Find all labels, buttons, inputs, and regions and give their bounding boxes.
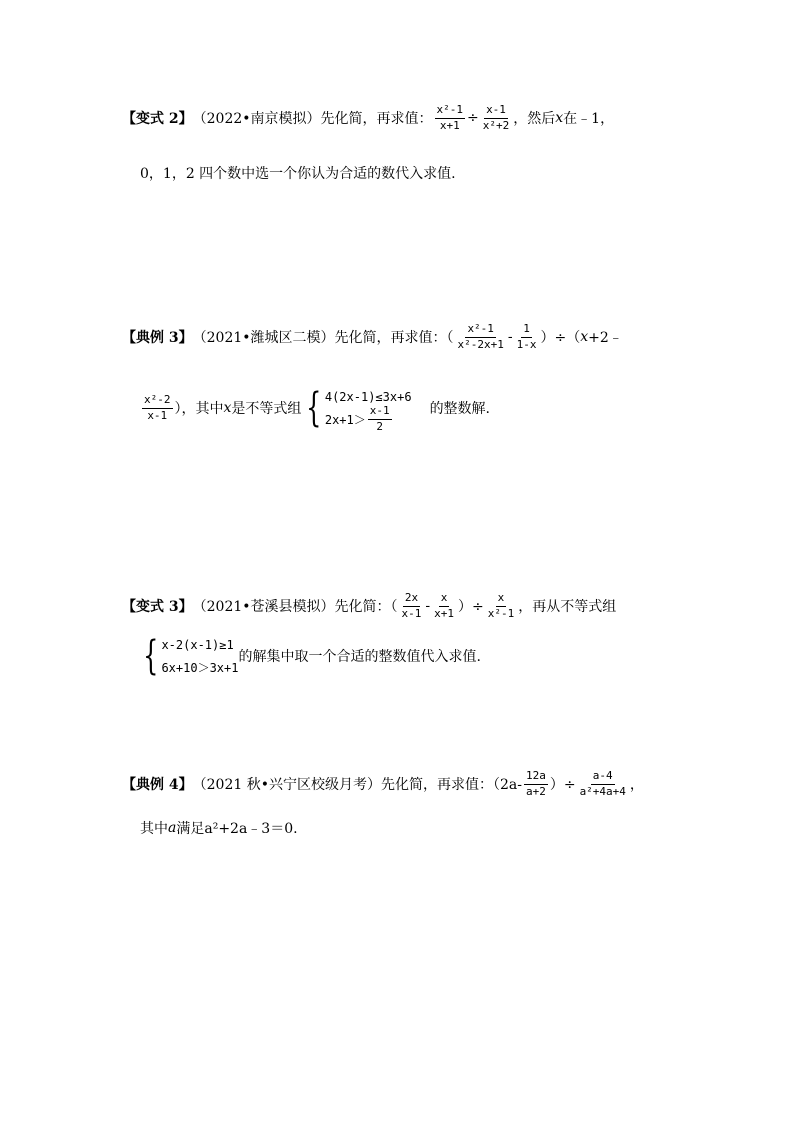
inequality-rows — [324, 386, 412, 433]
denominator: x+1 — [434, 606, 454, 620]
text: ， — [629, 777, 644, 794]
text: ），其中 — [174, 401, 224, 417]
inequality-system — [138, 634, 238, 678]
denominator: 2 — [376, 419, 384, 433]
denominator: x²-1 — [487, 606, 515, 620]
text: +2﹣ — [588, 330, 623, 347]
problem-source: （2021•潍城区二模）先化简，再求值：（ — [192, 330, 454, 347]
fraction — [432, 592, 456, 620]
numerator: x-1 — [484, 104, 508, 119]
text: 是不等式组 — [231, 401, 302, 417]
problem-tag: 【典例 4】 — [122, 777, 193, 794]
variable: x — [223, 400, 232, 416]
fraction — [515, 323, 539, 351]
problem-tag: 【变式 3】 — [122, 599, 193, 616]
fraction — [435, 104, 466, 132]
text: 0，1，2 四个数中选一个你认为合适的数代入求值. — [140, 166, 456, 182]
variable: x — [580, 329, 589, 346]
numerator: 2x — [403, 592, 420, 607]
operator: ÷ — [467, 110, 479, 127]
inequality-2: 6x+10＞3x+1 — [161, 660, 239, 675]
inequality-system — [301, 385, 412, 433]
problem-tag: 【变式 2】 — [122, 111, 193, 128]
inequality-1: 4(2x-1)≤3x+6 — [324, 390, 412, 404]
denominator: 1-x — [516, 337, 537, 351]
numerator: x — [439, 592, 450, 607]
problem-variant-2-line2 — [140, 163, 456, 183]
equation: a²+2a﹣3＝0. — [204, 821, 298, 837]
fraction — [486, 592, 517, 620]
denominator: x-1 — [401, 606, 422, 620]
problem-variant-2 — [122, 104, 614, 132]
problem-example-4 — [122, 770, 644, 798]
fraction — [400, 592, 424, 620]
problem-source: （2021•苍溪县模拟）先化简：（ — [192, 599, 398, 616]
problem-source: （2022•南京模拟）先化简，再求值： — [192, 111, 433, 128]
problem-variant-3 — [122, 592, 616, 620]
text: ，再从不等式组 — [518, 599, 617, 616]
operator: - — [507, 329, 513, 346]
inequality-rows — [161, 634, 238, 678]
fraction — [578, 770, 628, 798]
fraction — [481, 104, 512, 132]
problem-variant-3-line2 — [138, 634, 481, 678]
text: 的整数解. — [429, 401, 491, 417]
text: ）÷ — [549, 777, 576, 794]
numerator: 12a — [524, 770, 548, 785]
denominator: x-1 — [147, 408, 168, 422]
problem-example-4-line2 — [140, 818, 298, 838]
problem-tag: 【典例 3】 — [122, 330, 193, 347]
variable: a — [168, 820, 177, 836]
fraction — [142, 394, 173, 422]
numerator: x²-1 — [465, 323, 496, 338]
denominator: a+2 — [525, 784, 546, 798]
fraction — [368, 405, 392, 433]
numerator: x-1 — [368, 405, 392, 420]
fraction — [524, 770, 548, 798]
brace-icon: { — [306, 385, 322, 431]
numerator: x²-1 — [435, 104, 466, 119]
text: 满足 — [176, 821, 205, 837]
denominator: a²+4a+4 — [579, 784, 626, 798]
text: ）÷ — [458, 599, 484, 616]
text: ，然后 — [513, 111, 556, 128]
text: 在﹣1， — [563, 111, 615, 128]
inequality-2 — [324, 403, 412, 433]
problem-example-3-line2 — [140, 385, 491, 433]
numerator: x — [496, 592, 507, 607]
fraction — [456, 323, 506, 351]
problem-example-3 — [122, 323, 623, 351]
numerator: x²-2 — [142, 394, 173, 409]
text: 的解集中取一个合适的整数值代入求值. — [238, 649, 481, 665]
denominator: x²-2x+1 — [457, 337, 504, 351]
numerator: 1 — [521, 323, 532, 338]
denominator: x+1 — [439, 118, 460, 132]
inequality-1: x-2(x-1)≥1 — [161, 638, 234, 652]
text: 其中 — [140, 821, 168, 837]
variable: x — [555, 110, 564, 127]
operator: - — [425, 598, 431, 615]
brace-icon: { — [143, 633, 159, 679]
inequality-left: 2x+1＞ — [324, 412, 366, 427]
denominator: x²+2 — [482, 118, 510, 132]
problem-source: （2021 秋•兴宁区校级月考）先化简，再求值：（2a- — [192, 777, 522, 794]
text: ）÷（ — [540, 330, 581, 347]
numerator: a-4 — [591, 770, 615, 785]
